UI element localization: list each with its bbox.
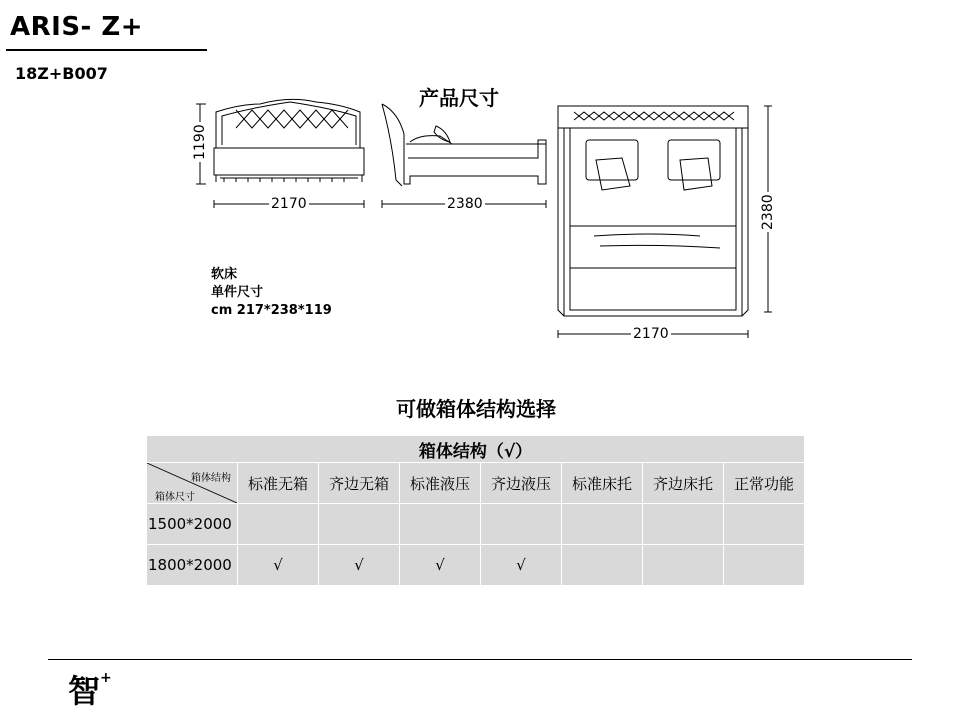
table-corner-cell: [147, 463, 238, 504]
column-header: 标准无箱: [238, 463, 319, 504]
column-header: 齐边床托: [643, 463, 724, 504]
specs-dims-label: 单件尺寸: [211, 285, 264, 300]
brand-logo: [68, 666, 112, 712]
table-cell: [238, 504, 319, 545]
table-cell: [724, 504, 805, 545]
table-cell: [562, 504, 643, 545]
column-header: 标准液压: [400, 463, 481, 504]
specs-dims-value: cm 217*238*119: [211, 303, 332, 318]
table-cell: [319, 504, 400, 545]
structure-options-title: 可做箱体结构选择: [396, 397, 556, 421]
front-height-dimension: 1190: [192, 124, 208, 160]
page-title: ARIS- Z+: [10, 12, 144, 42]
row-size: 1800*2000: [147, 545, 238, 586]
table-row: [147, 545, 805, 586]
logo-plus-mark: +: [100, 670, 112, 687]
front-width-dimension: 2170: [271, 196, 307, 212]
specs-type: 软床: [211, 267, 238, 282]
column-header: 齐边液压: [481, 463, 562, 504]
top-view-drawing: [558, 106, 772, 338]
structure-options-table: [146, 435, 805, 586]
table-cell: [400, 504, 481, 545]
table-header: 箱体结构（√）: [147, 436, 805, 463]
table-cell: [481, 504, 562, 545]
corner-top-label: 箱体结构: [191, 473, 231, 484]
table-cell: [562, 545, 643, 586]
front-view-drawing: [196, 99, 364, 208]
table-cell: [724, 545, 805, 586]
table-cell: √: [481, 545, 562, 586]
table-cell: √: [319, 545, 400, 586]
table-row: [147, 504, 805, 545]
top-length-dimension: 2380: [760, 194, 776, 230]
column-header: 齐边无箱: [319, 463, 400, 504]
model-number: 18Z+B007: [15, 64, 108, 83]
table-cell: [643, 504, 724, 545]
product-specs: [211, 266, 332, 320]
corner-bottom-label: 箱体尺寸: [155, 492, 195, 503]
column-header: 标准床托: [562, 463, 643, 504]
table-cell: √: [238, 545, 319, 586]
footer-divider: [48, 659, 912, 660]
column-header: 正常功能: [724, 463, 805, 504]
side-view-drawing: [382, 104, 546, 208]
product-dimensions-title: 产品尺寸: [419, 86, 499, 110]
side-length-dimension: 2380: [447, 196, 483, 212]
logo-glyph: 智: [68, 672, 101, 710]
table-cell: √: [400, 545, 481, 586]
top-width-dimension: 2170: [633, 326, 669, 342]
row-size: 1500*2000: [147, 504, 238, 545]
table-cell: [643, 545, 724, 586]
